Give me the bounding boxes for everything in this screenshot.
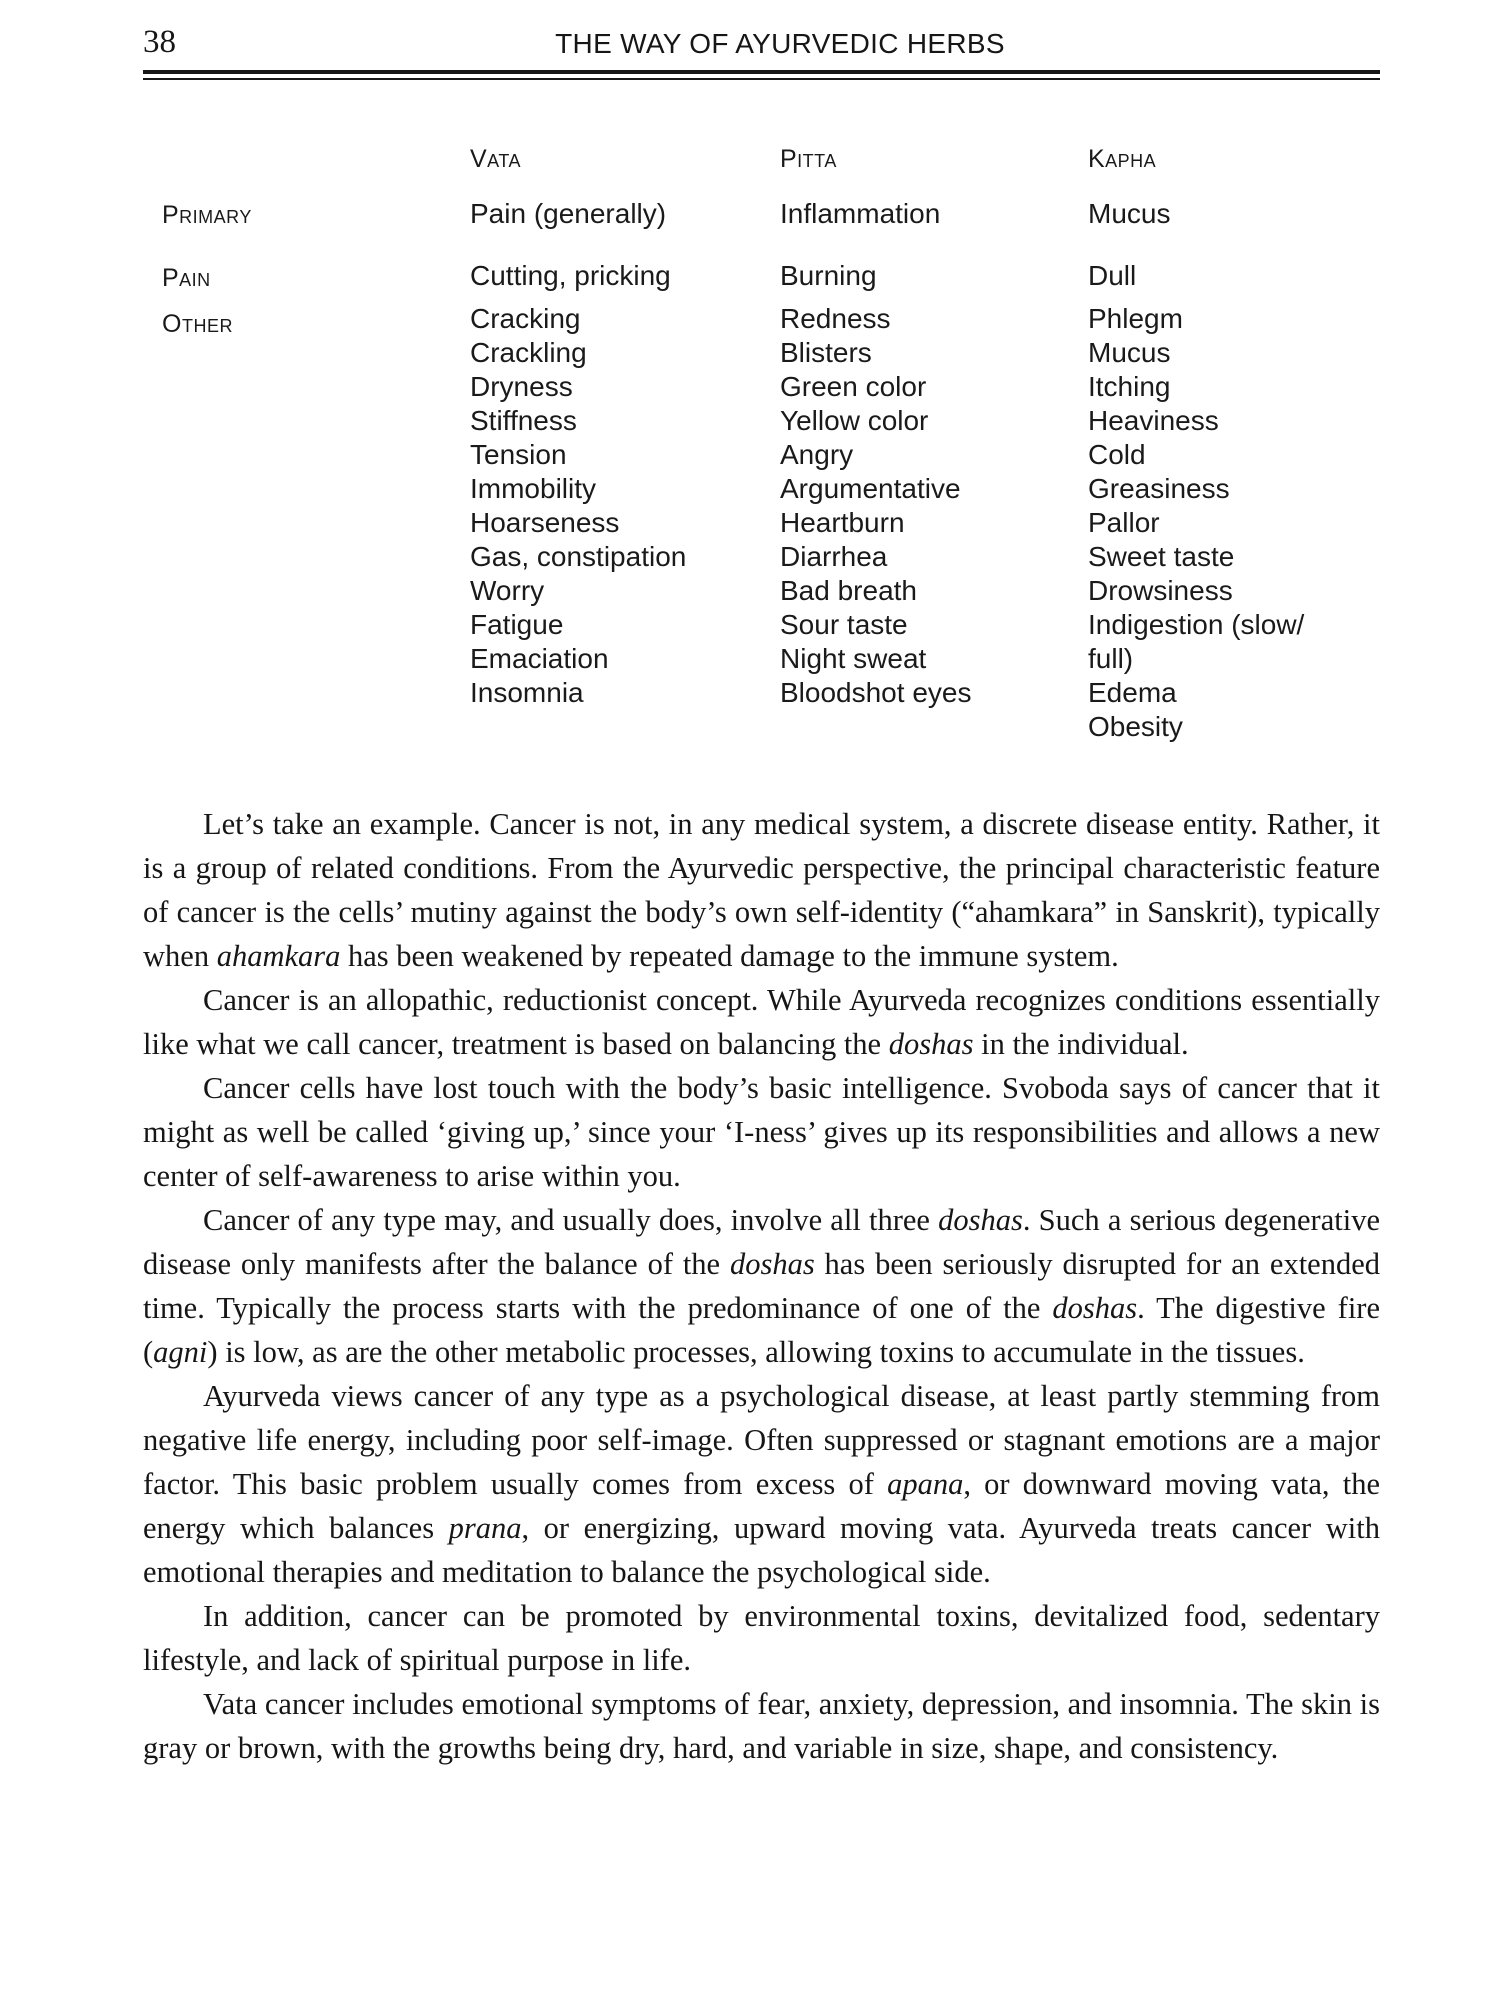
table-cell-item: Edema: [1088, 677, 1177, 708]
table-cell-item: Heaviness: [1088, 405, 1219, 436]
table-cell-item: Cold: [1088, 439, 1146, 470]
table-cell-item: Gas, constipation: [470, 541, 687, 572]
table-cell-item: Bloodshot eyes: [780, 677, 972, 708]
paragraph: [143, 978, 1380, 1066]
table-cell-item: Diarrhea: [780, 541, 888, 572]
row-label-other: Other: [162, 310, 233, 338]
italic-term: doshas: [888, 1027, 974, 1061]
table-cell-item: Insomnia: [470, 677, 584, 708]
text-run: has been seriously disrupted for an extended time. Typically the process starts with the predominance of one of the: [143, 1247, 1380, 1325]
table-cell-item: Tension: [470, 439, 567, 470]
text-run: . The digestive fire (: [143, 1291, 1380, 1369]
text-run: ) is low, as are the other metabolic processes, allowing toxins to accumulate in the tissues.: [207, 1335, 1305, 1369]
cell-other-vata-list: [470, 302, 686, 710]
italic-term: doshas: [938, 1203, 1023, 1237]
table-cell-item: Angry: [780, 439, 854, 470]
table-cell-item: Greasiness: [1088, 473, 1230, 504]
cell-primary-kapha: Mucus: [1088, 198, 1171, 229]
cell-primary-vata: Pain (generally): [470, 198, 667, 229]
paragraph: [143, 802, 1380, 978]
table-cell-item: Sweet taste: [1088, 541, 1235, 572]
table-cell-item: Yellow color: [780, 405, 929, 436]
table-cell-item: Itching: [1088, 371, 1171, 402]
text-run: In addition, cancer can be promoted by environmental toxins, devitalized food, sedentary lifestyle, and lack of spiritual purpose in life.: [143, 1599, 1380, 1677]
table-cell-item: Stiffness: [470, 405, 577, 436]
italic-term: doshas: [729, 1247, 815, 1281]
column-header-pitta: Pitta: [780, 145, 837, 173]
table-cell-item: Blisters: [780, 337, 872, 368]
table-cell-item: Night sweat: [780, 643, 927, 674]
table-cell-item: Heartburn: [780, 507, 905, 538]
text-run: in the individual.: [973, 1027, 1189, 1061]
row-label-primary: Primary: [162, 201, 252, 229]
table-cell-item: Phlegm: [1088, 303, 1183, 334]
paragraph: [143, 1066, 1380, 1198]
text-run: Vata cancer includes emotional symptoms of fear, anxiety, depression, and insomnia. The skin is gray or brown, with the growths being dry, hard, and variable in size, shape, and consistency.: [143, 1687, 1380, 1765]
paragraph: [143, 1374, 1380, 1594]
body-text: [143, 802, 1380, 1770]
table-cell-item: Pallor: [1088, 507, 1160, 538]
table-cell-item: Mucus: [1088, 337, 1171, 368]
header-rule-thin: [143, 78, 1380, 80]
text-run: Let’s take an example. Cancer is not, in any medical system, a discrete disease entity. Rather, it is a group of related conditions. From the Ayurvedic perspective, the principal characteristic feature of cancer is the cells’ mutiny against the body’s own self-identity (“ahamkara” in Sanskrit), typically when: [143, 807, 1380, 973]
text-run: . Such a serious degenerative disease only manifests after the balance of the: [143, 1203, 1380, 1281]
cell-other-pitta-list: [780, 302, 971, 710]
table-cell-item: Worry: [470, 575, 545, 606]
row-label-pain: Pain: [162, 264, 211, 292]
table-cell-item: Indigestion (slow/ full): [1088, 609, 1305, 674]
table-cell-item: Green color: [780, 371, 927, 402]
text-run: , or downward moving vata, the energy which balances: [143, 1467, 1380, 1545]
table-cell-item: Redness: [780, 303, 891, 334]
column-header-kapha: Kapha: [1088, 145, 1157, 173]
text-run: Cancer is an allopathic, reductionist concept. While Ayurveda recognizes conditions essentially like what we call cancer, treatment is based on balancing the: [143, 983, 1380, 1061]
cell-pain-vata: Cutting, pricking: [470, 260, 671, 291]
text-run: has been weakened by repeated damage to the immune system.: [340, 939, 1119, 973]
table-cell-item: Immobility: [470, 473, 597, 504]
cell-other-kapha-list: [1088, 302, 1338, 744]
text-run: , or energizing, upward moving vata. Ayurveda treats cancer with emotional therapies and meditation to balance the psychological side.: [143, 1511, 1380, 1589]
italic-term: agni: [153, 1335, 208, 1369]
header-rule-thick: [143, 70, 1380, 74]
paragraph: [143, 1198, 1380, 1374]
table-cell-item: Fatigue: [470, 609, 564, 640]
table-cell-item: Crackling: [470, 337, 587, 368]
italic-term: prana: [448, 1511, 522, 1545]
table-cell-item: Dryness: [470, 371, 573, 402]
cell-primary-pitta: Inflammation: [780, 198, 941, 229]
text-run: Cancer cells have lost touch with the body’s basic intelligence. Svoboda says of cancer that it might as well be called ‘giving up,’ since your ‘I-ness’ gives up its responsibilities and allows a new center of self-awareness to arise within you.: [143, 1071, 1380, 1193]
page-number: 38: [143, 24, 176, 60]
paragraph: [143, 1682, 1380, 1770]
text-run: Cancer of any type may, and usually does, involve all three: [203, 1203, 939, 1237]
running-head: THE WAY OF AYURVEDIC HERBS: [555, 28, 1005, 59]
cell-pain-kapha: Dull: [1088, 260, 1137, 291]
italic-term: ahamkara: [216, 939, 341, 973]
italic-term: doshas: [1052, 1291, 1138, 1325]
table-cell-item: Argumentative: [780, 473, 961, 504]
cell-pain-pitta: Burning: [780, 260, 877, 291]
paragraph: [143, 1594, 1380, 1682]
text-run: Ayurveda views cancer of any type as a psychological disease, at least partly stemming from negative life energy, including poor self-image. Often suppressed or stagnant emotions are a major factor. This basic problem usually comes from excess of: [143, 1379, 1380, 1501]
italic-term: apana: [887, 1467, 964, 1501]
table-cell-item: Sour taste: [780, 609, 908, 640]
table-cell-item: Hoarseness: [470, 507, 620, 538]
table-cell-item: Bad breath: [780, 575, 917, 606]
table-cell-item: Emaciation: [470, 643, 609, 674]
column-header-vata: Vata: [470, 145, 522, 173]
table-cell-item: Cracking: [470, 303, 581, 334]
table-cell-item: Obesity: [1088, 711, 1183, 742]
table-cell-item: Drowsiness: [1088, 575, 1233, 606]
